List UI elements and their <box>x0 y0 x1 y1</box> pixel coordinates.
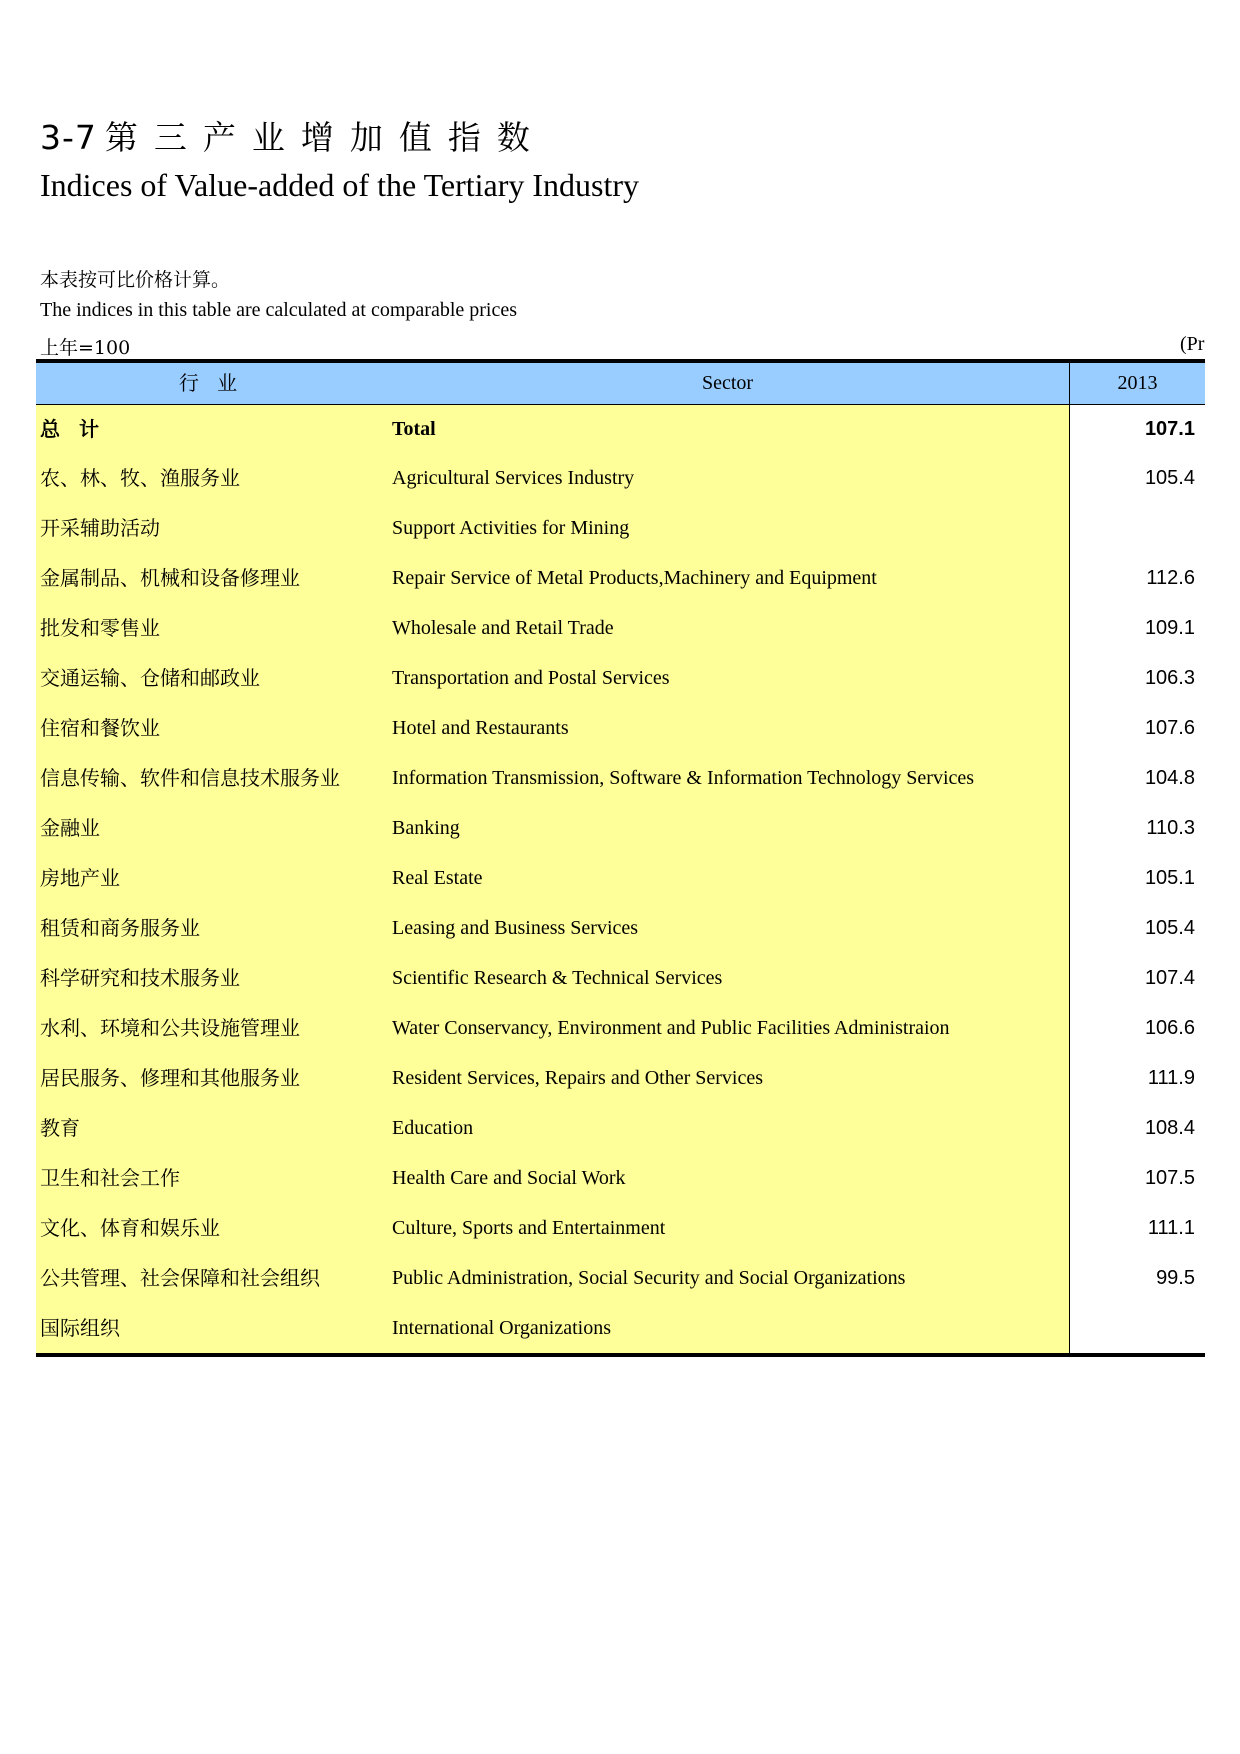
title-number: 3-7 <box>40 118 97 157</box>
sector-cn: 居民服务、修理和其他服务业 <box>36 1053 386 1103</box>
sector-en: Support Activities for Mining <box>386 503 1069 553</box>
table-row <box>36 953 1205 1003</box>
table-row <box>36 553 1205 603</box>
sector-en: Hotel and Restaurants <box>386 703 1069 753</box>
index-value: 105.4 <box>1069 903 1205 953</box>
title-en: Indices of Value-added of the Tertiary Industry <box>40 167 640 203</box>
index-value <box>1069 1303 1205 1353</box>
index-value: 107.6 <box>1069 703 1205 753</box>
index-value: 110.3 <box>1069 803 1205 853</box>
index-value: 112.6 <box>1069 553 1205 603</box>
index-value: 111.1 <box>1069 1203 1205 1253</box>
indices-table <box>36 359 1205 1357</box>
table-row <box>36 853 1205 903</box>
table-row <box>36 1253 1205 1303</box>
sector-en: Resident Services, Repairs and Other Services <box>386 1053 1069 1103</box>
index-value: 107.4 <box>1069 953 1205 1003</box>
unit-label-text: (Pr <box>1180 333 1205 355</box>
sector-cn: 国际组织 <box>36 1303 386 1353</box>
sector-en: Banking <box>386 803 1069 853</box>
sector-en: Culture, Sports and Entertainment <box>386 1203 1069 1253</box>
index-value: 106.3 <box>1069 653 1205 703</box>
sector-en: Water Conservancy, Environment and Public Facilities Administraion <box>386 1003 1069 1053</box>
sector-cn: 金融业 <box>36 803 386 853</box>
sector-en: Total <box>386 405 1069 453</box>
sector-cn: 总 计 <box>36 405 386 453</box>
index-value: 107.5 <box>1069 1153 1205 1203</box>
table-row <box>36 703 1205 753</box>
index-value: 111.9 <box>1069 1053 1205 1103</box>
index-value <box>1069 503 1205 553</box>
table-row <box>36 503 1205 553</box>
sector-en: Public Administration, Social Security and Social Organizations <box>386 1253 1069 1303</box>
index-value: 107.1 <box>1069 405 1205 453</box>
title-cn <box>40 112 546 159</box>
title-cn-text: 第三产业增加值指数 <box>104 118 546 157</box>
table-row <box>36 603 1205 653</box>
base-year-label: 上年=100 <box>40 337 131 359</box>
sector-en: Health Care and Social Work <box>386 1153 1069 1203</box>
index-value: 109.1 <box>1069 603 1205 653</box>
table-row <box>36 1053 1205 1103</box>
table-row <box>36 903 1205 953</box>
sector-cn: 金属制品、机械和设备修理业 <box>36 553 386 603</box>
header-year: 2013 <box>1069 363 1205 404</box>
index-value: 108.4 <box>1069 1103 1205 1153</box>
sector-cn: 住宿和餐饮业 <box>36 703 386 753</box>
sector-en: Information Transmission, Software & Information Technology Services <box>386 753 1069 803</box>
sector-en: Agricultural Services Industry <box>386 453 1069 503</box>
sector-en: International Organizations <box>386 1303 1069 1353</box>
table-body <box>36 405 1205 1353</box>
table-row <box>36 1103 1205 1153</box>
table-row <box>36 753 1205 803</box>
table-row <box>36 1303 1205 1353</box>
sector-cn: 卫生和社会工作 <box>36 1153 386 1203</box>
index-value: 105.1 <box>1069 853 1205 903</box>
sector-en: Wholesale and Retail Trade <box>386 603 1069 653</box>
note-en: The indices in this table are calculated at comparable prices <box>40 299 518 321</box>
index-value: 105.4 <box>1069 453 1205 503</box>
sector-en: Leasing and Business Services <box>386 903 1069 953</box>
sector-en: Transportation and Postal Services <box>386 653 1069 703</box>
index-value: 104.8 <box>1069 753 1205 803</box>
sector-cn: 公共管理、社会保障和社会组织 <box>36 1253 386 1303</box>
header-sector-en: Sector <box>701 372 754 394</box>
header-sector-cn: 行 业 <box>178 371 244 395</box>
sector-en: Repair Service of Metal Products,Machinery and Equipment <box>386 553 1069 603</box>
table-row <box>36 1203 1205 1253</box>
sector-en: Education <box>386 1103 1069 1153</box>
sector-cn: 文化、体育和娱乐业 <box>36 1203 386 1253</box>
table-row <box>36 1153 1205 1203</box>
note-cn: 本表按可比价格计算。 <box>40 269 231 291</box>
sector-cn: 农、林、牧、渔服务业 <box>36 453 386 503</box>
index-value: 106.6 <box>1069 1003 1205 1053</box>
table-row <box>36 803 1205 853</box>
sector-cn: 批发和零售业 <box>36 603 386 653</box>
table-row-total <box>36 405 1205 453</box>
table-row <box>36 653 1205 703</box>
sector-cn: 水利、环境和公共设施管理业 <box>36 1003 386 1053</box>
sector-en: Real Estate <box>386 853 1069 903</box>
sector-cn: 信息传输、软件和信息技术服务业 <box>36 753 386 803</box>
table-row <box>36 453 1205 503</box>
table-row <box>36 1003 1205 1053</box>
index-value: 99.5 <box>1069 1253 1205 1303</box>
unit-label <box>1150 333 1205 359</box>
sector-cn: 开采辅助活动 <box>36 503 386 553</box>
table-header <box>36 363 1205 405</box>
sector-cn: 教育 <box>36 1103 386 1153</box>
sector-cn: 交通运输、仓储和邮政业 <box>36 653 386 703</box>
sector-cn: 租赁和商务服务业 <box>36 903 386 953</box>
sector-cn: 房地产业 <box>36 853 386 903</box>
sector-en: Scientific Research & Technical Services <box>386 953 1069 1003</box>
sector-cn: 科学研究和技术服务业 <box>36 953 386 1003</box>
